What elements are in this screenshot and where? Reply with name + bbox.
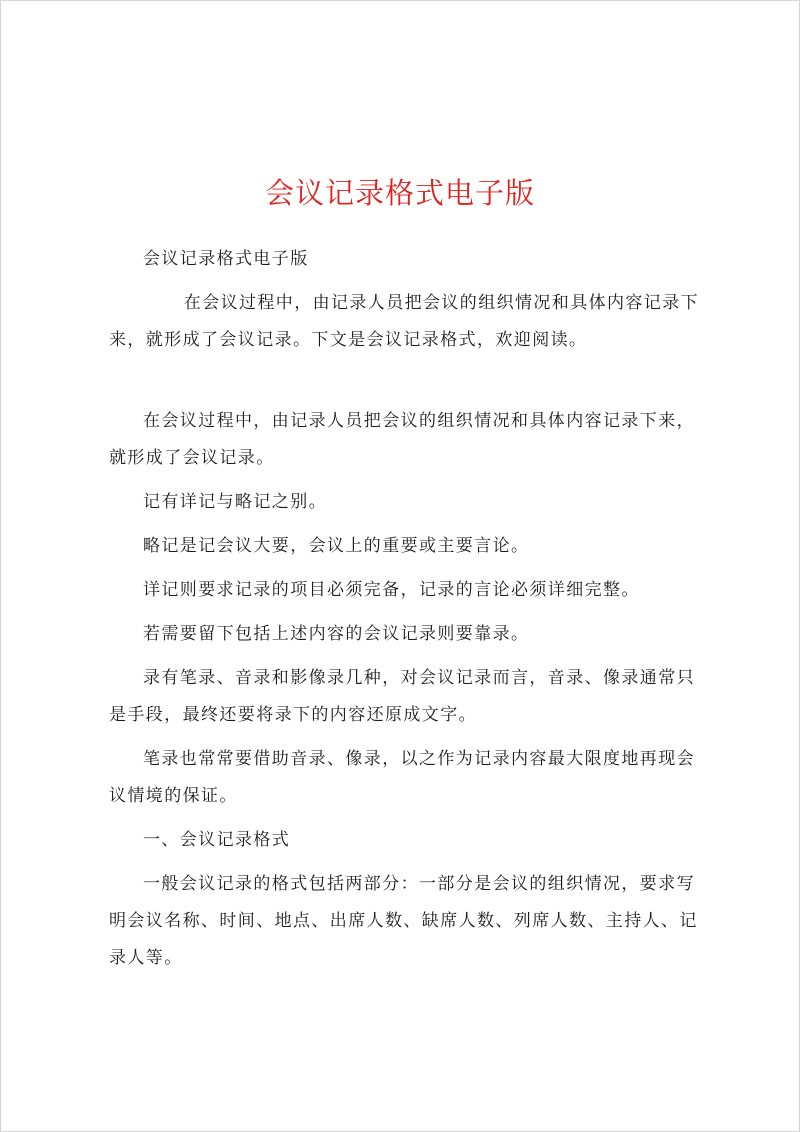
document-title: 会议记录格式电子版 <box>264 176 535 210</box>
subtitle-paragraph: 会议记录格式电子版 <box>143 249 309 269</box>
section-heading: 一、会议记录格式 <box>143 830 291 850</box>
document-body <box>109 241 709 977</box>
body-paragraph: 录有笔录、音录和影像录几种，对会议记录而言，音录、像录通常只是手段，最终还要将录下的内容还原成文字。 <box>109 668 695 725</box>
intro-paragraph: 在会议过程中，由记录人员把会议的组织情况和具体内容记录下来，就形成了会议记录。下文是会议记录格式，欢迎阅读。 <box>109 293 699 350</box>
body-paragraph: 一般会议记录的格式包括两部分：一部分是会议的组织情况，要求写明会议名称、时间、地点、出席人数、缺席人数、列席人数、主持人、记录人等。 <box>109 874 698 968</box>
body-paragraph: 详记则要求记录的项目必须完备，记录的言论必须详细完整。 <box>143 580 640 600</box>
body-paragraph: 记有详记与略记之别。 <box>143 492 327 512</box>
body-paragraph: 笔录也常常要借助音录、像录，以之作为记录内容最大限度地再现会议情境的保证。 <box>109 749 695 806</box>
body-paragraph: 在会议过程中，由记录人员把会议的组织情况和具体内容记录下来，就形成了会议记录。 <box>109 411 695 468</box>
body-paragraph: 若需要留下包括上述内容的会议记录则要靠录。 <box>143 624 530 644</box>
body-paragraph: 略记是记会议大要，会议上的重要或主要言论。 <box>143 536 530 556</box>
